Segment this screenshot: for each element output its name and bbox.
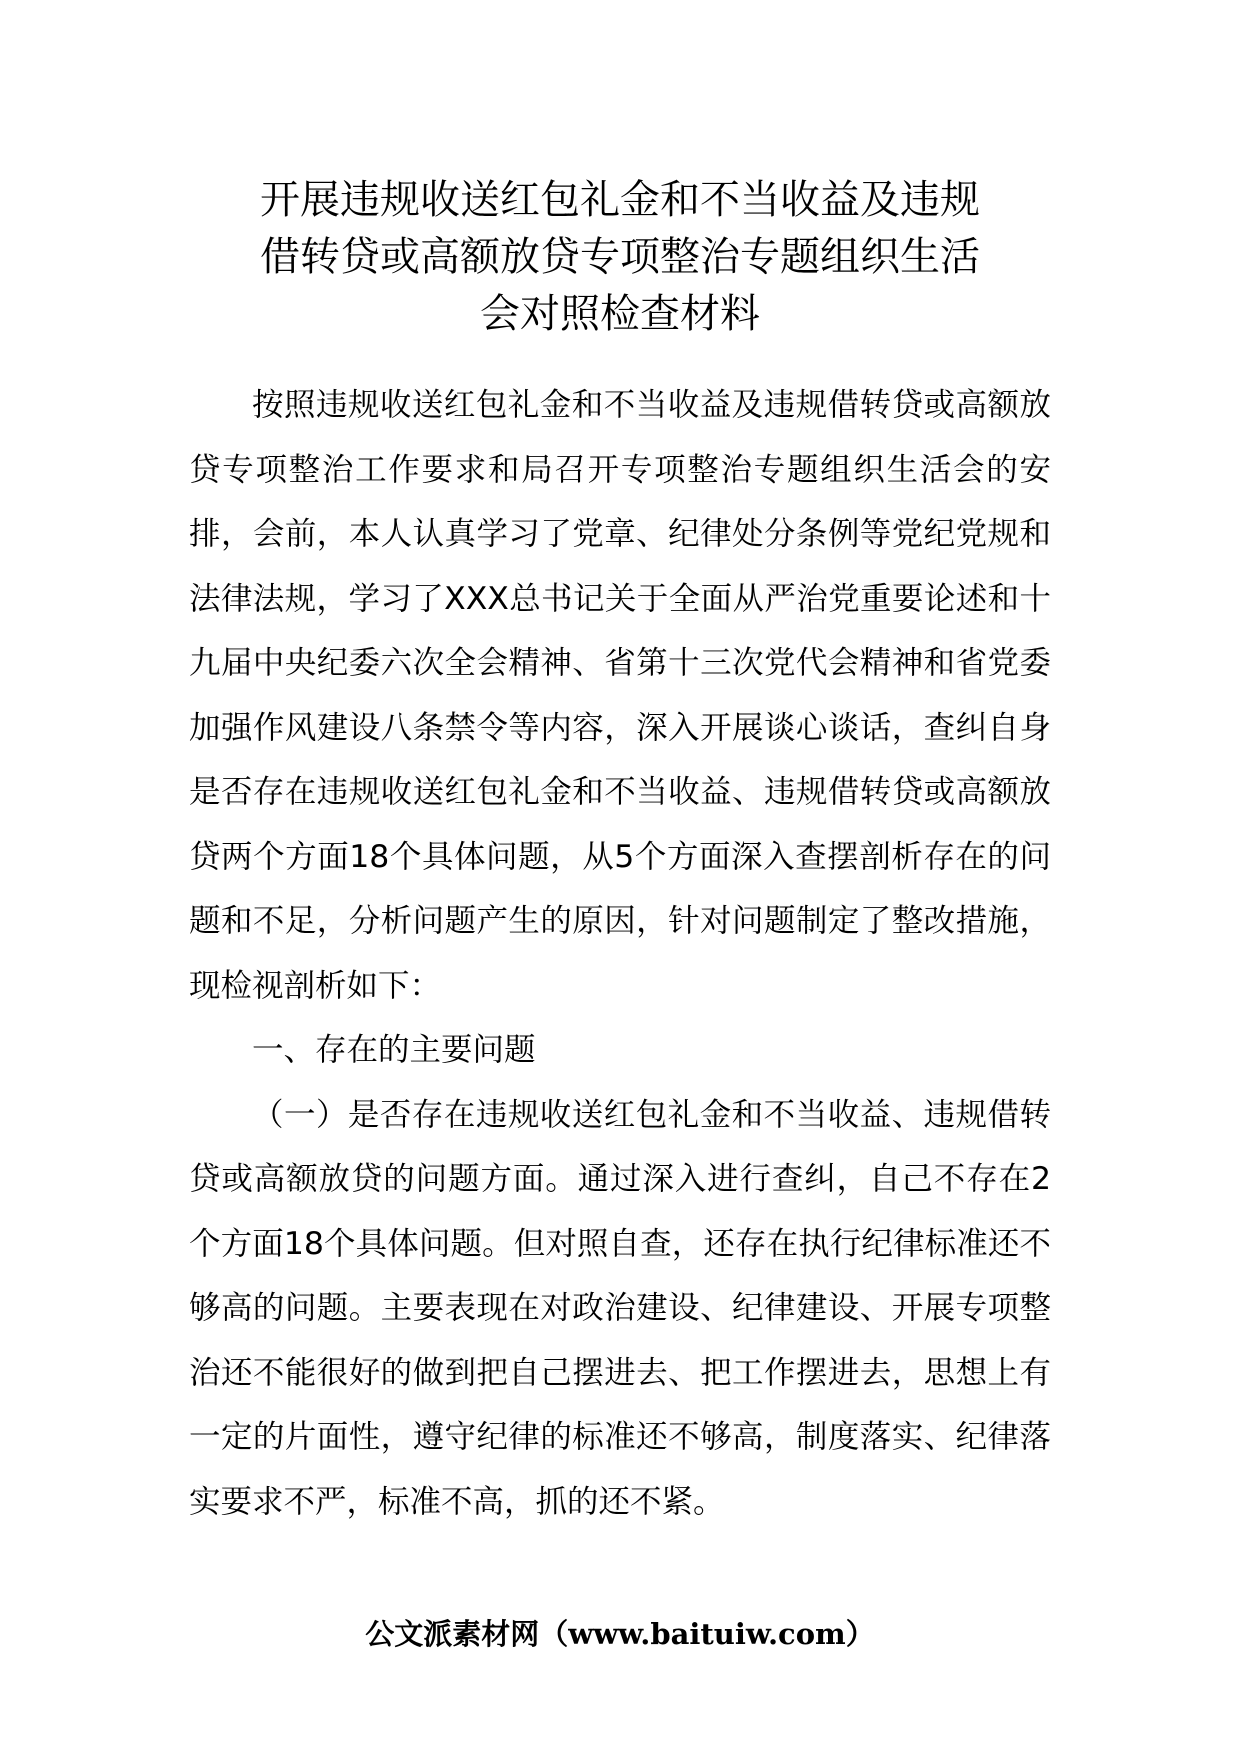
title-line-3: 会对照检查材料 <box>480 291 760 337</box>
title-line-2: 借转贷或高额放贷专项整治专题组织生活 <box>260 234 980 280</box>
footer-watermark: 公文派素材网（www.baituiw.com） <box>365 1617 875 1651</box>
subsection-paragraph: （一）是否存在违规收送红包礼金和不当收益、违规借转贷或高额放贷的问题方面。通过深入进行查纠，自己不存在2个方面18个具体问题。但对照自查，还存在执行纪律标准还不够高的问题。主要表现在对政治建设、纪律建设、开展专项整治还不能很好的做到把自己摆进去、把工作摆进去，思想上有一定的片面性，遵守纪律的标准还不够高，制度落实、纪律落实要求不严，标准不高，抓的还不紧。 <box>189 1096 1051 1520</box>
intro-paragraph: 按照违规收送红包礼金和不当收益及违规借转贷或高额放贷专项整治工作要求和局召开专项整治专题组织生活会的安排，会前，本人认真学习了党章、纪律处分条例等党纪党规和法律法规，学习了XXX总书记关于全面从严治党重要论述和十九届中央纪委六次全会精神、省第十三次党代会精神和省党委加强作风建设八条禁令等内容，深入开展谈心谈话，查纠自身是否存在违规收送红包礼金和不当收益、违规借转贷或高额放贷两个方面18个具体问题，从5个方面深入查摆剖析存在的问题和不足，分析问题产生的原因，针对问题制定了整改措施，现检视剖析如下： <box>189 387 1051 1004</box>
document-title <box>186 172 1054 343</box>
section-heading: 一、存在的主要问题 <box>252 1032 536 1068</box>
title-line-1: 开展违规收送红包礼金和不当收益及违规 <box>260 177 980 223</box>
document-body <box>189 373 1051 1534</box>
